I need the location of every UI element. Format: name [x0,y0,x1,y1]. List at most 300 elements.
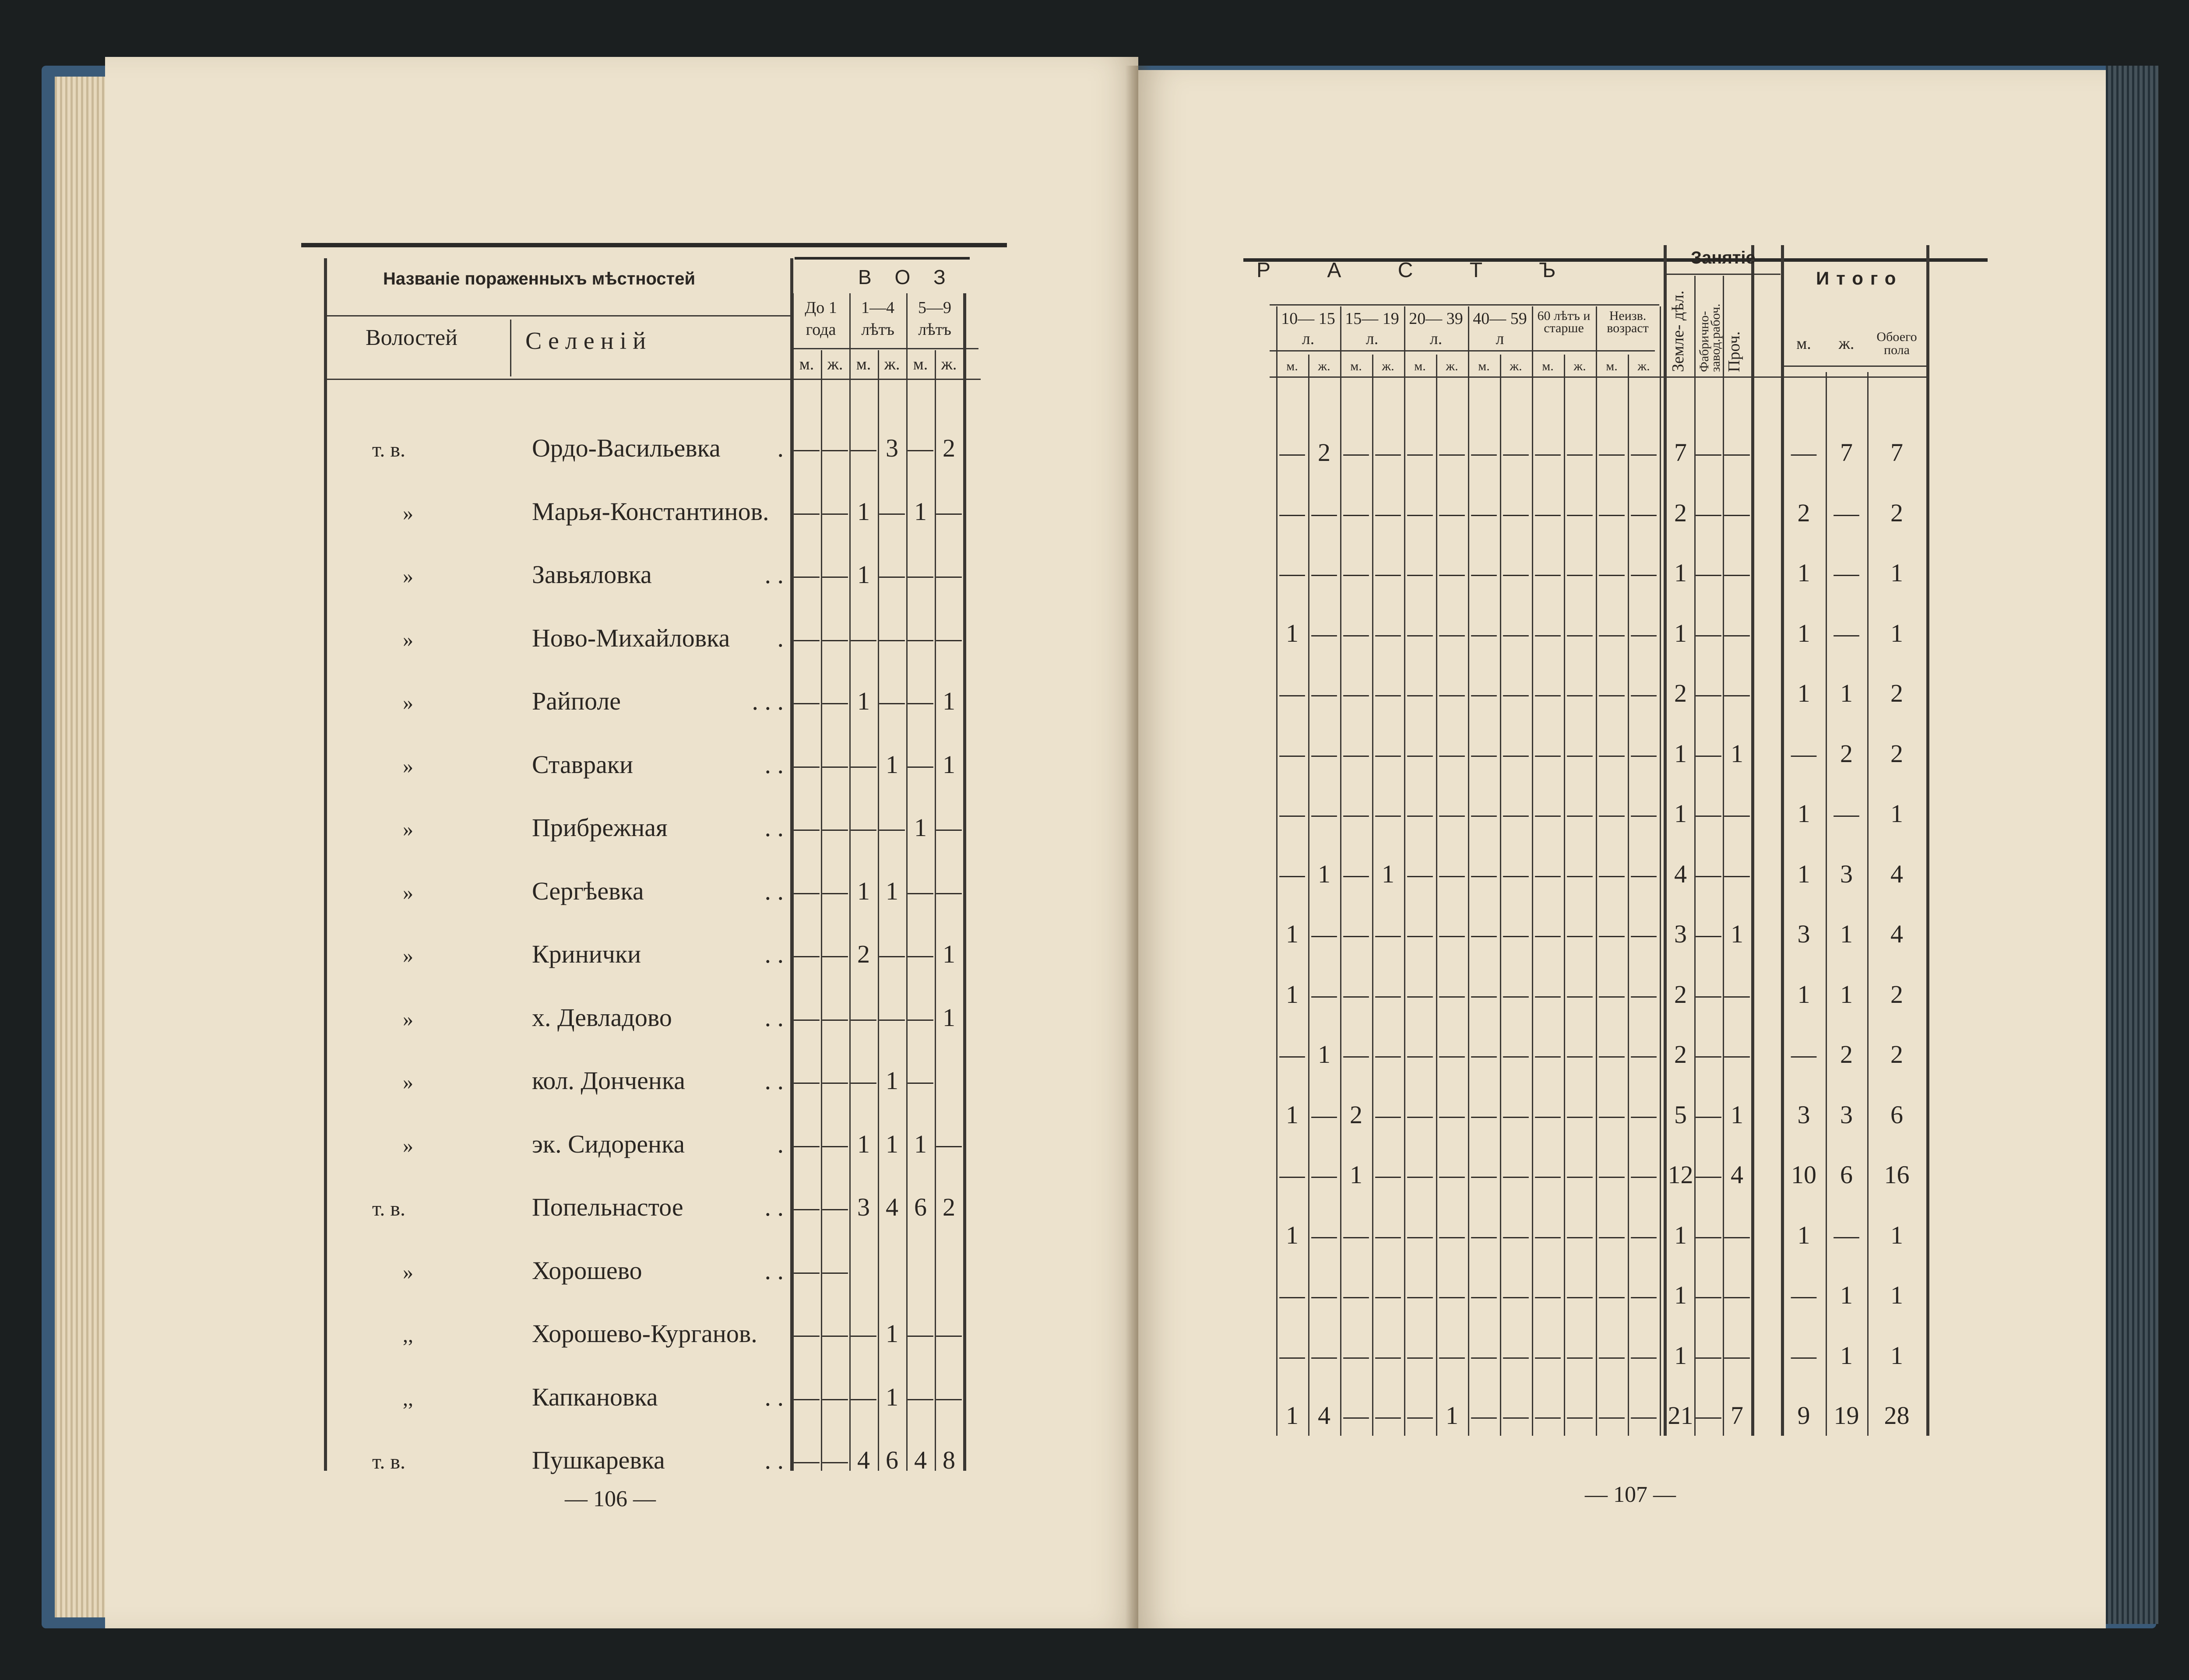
sex-label: ж. [941,355,957,373]
data-cell: — [1407,679,1433,707]
data-cell: — [1599,438,1625,467]
data-cell: — [1343,1401,1369,1430]
data-cell: — [879,1003,905,1032]
page-number: — 106 — [565,1487,656,1511]
data-cell: — [1503,859,1529,888]
total-cell: 1 [1840,980,1853,1009]
occupation-cell: 21 [1668,1401,1693,1430]
data-cell: — [1471,739,1497,768]
data-cell: — [1599,739,1625,768]
data-cell: — [879,560,905,589]
occupation-cell: 1 [1731,1100,1743,1129]
data-cell: 1 [943,940,955,968]
total-cell: 4 [1890,859,1903,888]
occupation-header: Земле- дѣл. [1669,290,1687,372]
frame-line-left [324,258,327,1471]
data-cell: — [1471,980,1497,1009]
leader-dots: . . [764,1003,784,1032]
total-cell: 6 [1890,1100,1903,1129]
data-cell: — [1631,739,1657,768]
volost-cell: » [403,565,413,588]
header-rule [1270,304,1659,306]
total-cell: 2 [1890,679,1903,707]
data-cell: 2 [943,1193,955,1221]
data-cell: — [822,1256,848,1285]
data-cell: — [1279,1160,1305,1189]
data-cell: — [1439,679,1465,707]
volost-cell: ,, [403,1387,413,1410]
data-cell: — [1311,559,1337,587]
data-cell: — [822,1193,848,1221]
data-cell: — [1439,920,1465,948]
data-cell: — [1503,739,1529,768]
total-cell: 2 [1890,498,1903,527]
total-header: Обоего пола [1876,330,1917,357]
data-cell: — [1535,1401,1561,1430]
total-cell: 1 [1797,559,1810,587]
data-cell: — [879,497,905,526]
data-cell: — [1503,619,1529,647]
data-cell: — [1311,1341,1337,1370]
leader-dots: . [777,623,784,652]
total-header: ж. [1838,334,1855,353]
data-cell: — [1375,920,1401,948]
data-cell: — [1311,679,1337,707]
total-cell: 16 [1884,1160,1910,1189]
data-cell: — [1279,739,1305,768]
leader-dots: . . [764,1066,784,1095]
header-bottom-rule [1270,376,1926,378]
sex-label: ж. [1382,359,1394,373]
occupation-cell: 3 [1674,920,1687,948]
data-cell: — [1439,739,1465,768]
data-cell: — [1407,799,1433,828]
total-cell: 1 [1840,1341,1853,1370]
data-cell: — [1279,498,1305,527]
occupation-cell: 1 [1674,559,1687,587]
data-cell: 1 [857,876,870,905]
volost-cell: т. в. [372,1450,406,1473]
data-cell: — [1503,1401,1529,1430]
occupation-cell: — [1696,1100,1721,1129]
age-column-header: 1—4 лѣтъ [861,299,894,339]
data-cell: 1 [1286,1220,1299,1249]
data-cell: — [908,750,933,779]
data-cell: 1 [943,750,955,779]
data-cell: — [1503,559,1529,587]
total-cell: 2 [1890,980,1903,1009]
data-cell: — [1439,1040,1465,1068]
header-divider [510,320,511,376]
data-cell: — [1279,559,1305,587]
village-name: Райполе [532,687,621,715]
leader-dots: . . . [752,687,784,715]
total-cell: 1 [1890,1341,1903,1370]
volost-cell: » [403,1260,413,1284]
data-cell: — [1407,1281,1433,1309]
data-cell: — [1599,498,1625,527]
data-cell: — [794,1193,820,1221]
sex-label: м. [856,355,871,373]
total-cell: 2 [1840,1040,1853,1068]
data-cell: — [1535,438,1561,467]
data-cell: — [1567,1220,1593,1249]
data-cell: 1 [914,813,927,842]
data-cell: — [1439,980,1465,1009]
data-cell: — [1407,619,1433,647]
data-cell: — [1311,1160,1337,1189]
data-cell: — [1631,859,1657,888]
data-cell: — [1375,559,1401,587]
sex-label: м. [1350,359,1362,373]
data-cell: — [1567,619,1593,647]
data-cell: — [1567,920,1593,948]
data-cell: — [794,497,820,526]
data-cell: 2 [943,434,955,462]
data-cell: 1 [886,1319,898,1348]
volost-cell: т. в. [372,1197,406,1220]
data-cell: — [794,940,820,968]
sex-label: ж. [1446,359,1458,373]
data-cell: — [1599,1281,1625,1309]
data-cell: 1 [914,497,927,526]
occupation-cell: — [1724,1220,1750,1249]
leader-dots: . . [764,813,784,842]
sex-label: ж. [1510,359,1522,373]
data-cell: — [1631,980,1657,1009]
occupation-header: Проч. [1725,331,1743,372]
total-cell: — [1834,799,1859,828]
data-cell: 1 [1318,1040,1330,1068]
data-cell: — [1375,438,1401,467]
leader-dots: . . [764,1193,784,1221]
data-cell: — [1375,498,1401,527]
data-cell: — [1279,438,1305,467]
total-cell: 1 [1840,679,1853,707]
data-cell: — [794,434,820,462]
sex-label: ж. [1637,359,1650,373]
column-line [1867,372,1869,1436]
data-cell: — [936,1382,962,1411]
data-cell: 4 [1318,1401,1330,1430]
total-cell: 1 [1797,1220,1810,1249]
total-cell: 1 [1890,799,1903,828]
data-cell: — [1631,679,1657,707]
data-cell: 6 [886,1446,898,1474]
occupation-cell: — [1724,1281,1750,1309]
data-cell: — [1567,559,1593,587]
header-total: Итого [1816,268,1903,288]
data-cell: — [1599,619,1625,647]
data-cell: — [822,750,848,779]
data-cell: — [1503,799,1529,828]
data-cell: 2 [1318,438,1330,467]
occupation-cell: 1 [1674,739,1687,768]
data-cell: — [1407,1401,1433,1430]
occupation-cell: — [1696,739,1721,768]
occupation-cell: 2 [1674,980,1687,1009]
total-cell: 6 [1840,1160,1853,1189]
data-cell: — [1439,1281,1465,1309]
data-cell: — [1503,1220,1529,1249]
data-cell: 1 [943,687,955,715]
data-cell: — [1375,1100,1401,1129]
data-cell: — [1311,980,1337,1009]
occupation-cell: 1 [1674,799,1687,828]
data-cell: — [1279,859,1305,888]
data-cell: 1 [857,687,870,715]
data-cell: — [1471,1160,1497,1189]
data-cell: — [1567,1040,1593,1068]
village-name: Марья-Константинов. [532,497,769,526]
data-cell: — [936,1129,962,1158]
sex-label: ж. [827,355,843,373]
data-cell: — [1471,438,1497,467]
data-cell: — [794,1446,820,1474]
data-cell: 3 [886,434,898,462]
data-cell: — [822,687,848,715]
data-cell: — [1311,1220,1337,1249]
sex-label: м. [913,355,928,373]
occupation-cell: — [1696,1341,1721,1370]
total-cell: — [1791,1040,1816,1068]
occupation-cell: 4 [1731,1160,1743,1189]
sex-label: м. [1606,359,1618,373]
data-cell: — [1439,859,1465,888]
data-cell: — [822,434,848,462]
data-cell: — [1631,1100,1657,1129]
sex-label: м. [799,355,814,373]
total-header: м. [1796,334,1811,353]
data-cell: — [1631,1281,1657,1309]
total-cell: 19 [1834,1401,1859,1430]
data-cell: — [1631,1401,1657,1430]
data-cell: — [1439,559,1465,587]
data-cell: — [1471,559,1497,587]
data-cell: — [1599,1160,1625,1189]
occupation-cell: — [1696,619,1721,647]
occupation-cell: — [1696,1160,1721,1189]
data-cell: — [1503,1341,1529,1370]
data-cell: — [908,876,933,905]
data-cell: — [936,560,962,589]
occupation-cell: — [1696,438,1721,467]
data-cell: — [1375,1040,1401,1068]
data-cell: — [1599,920,1625,948]
data-cell: — [822,940,848,968]
data-cell: — [1343,498,1369,527]
total-cell: 2 [1840,739,1853,768]
data-cell: — [1407,980,1433,1009]
total-cell: 2 [1890,1040,1903,1068]
data-cell: 1 [943,1003,955,1032]
village-name: Хорошево [532,1256,642,1285]
right-page-edges [2106,66,2158,1624]
data-cell: — [1311,739,1337,768]
occupation-cell: — [1724,859,1750,888]
age-column-header: Неизв. возраст [1607,309,1649,335]
occupation-cell: — [1724,980,1750,1009]
occupation-cell: 2 [1674,1040,1687,1068]
data-cell: — [1567,1160,1593,1189]
data-cell: — [1375,1341,1401,1370]
data-cell: — [1439,1341,1465,1370]
data-cell: — [1567,799,1593,828]
data-cell: — [822,497,848,526]
data-cell: — [1471,1040,1497,1068]
header-volost: Волостей [366,325,458,350]
leader-dots: . . [764,560,784,589]
data-cell: — [1407,438,1433,467]
data-cell: — [1439,619,1465,647]
data-cell: — [1471,679,1497,707]
data-cell: — [1599,859,1625,888]
occupation-cell: 1 [1731,920,1743,948]
data-cell: — [1567,1341,1593,1370]
leader-dots: . . [764,1382,784,1411]
sex-label: м. [1414,359,1426,373]
data-cell: 8 [943,1446,955,1474]
data-cell: — [794,1256,820,1285]
data-cell: — [879,940,905,968]
data-cell: 1 [857,497,870,526]
data-cell: 1 [886,876,898,905]
data-cell: 1 [914,1129,927,1158]
leader-dots: . . [764,1256,784,1285]
total-cell: — [1834,498,1859,527]
header-age-cont: Р А С Т Ъ [1256,259,1581,282]
data-cell: — [794,1319,820,1348]
occupation-cell: 1 [1674,619,1687,647]
age-column-header: 15— 19 л. [1345,309,1399,348]
data-cell: 3 [857,1193,870,1221]
occupation-cell: — [1724,438,1750,467]
data-cell: — [1599,559,1625,587]
data-cell: — [1407,920,1433,948]
age-column-header: 40— 59 л [1473,309,1527,348]
data-cell: — [851,1319,876,1348]
data-cell: — [1503,920,1529,948]
village-name: Пушкаревка [532,1446,665,1474]
data-cell: — [1503,1160,1529,1189]
data-cell: — [1631,559,1657,587]
occupation-cell: — [1696,799,1721,828]
data-cell: — [1599,679,1625,707]
data-cell: — [1439,1160,1465,1189]
data-cell: 1 [1350,1160,1362,1189]
occupation-cell: — [1696,1220,1721,1249]
occupation-cell: 2 [1674,498,1687,527]
data-cell: — [1279,1040,1305,1068]
data-cell: — [1599,1100,1625,1129]
total-cell: — [1791,739,1816,768]
village-name: Попельнастое [532,1193,683,1221]
data-cell: — [1599,1040,1625,1068]
data-cell: — [1343,679,1369,707]
data-cell: — [794,687,820,715]
total-cell: — [1834,1220,1859,1249]
occupation-cell: — [1696,679,1721,707]
data-cell: — [794,813,820,842]
column-line [963,293,966,1471]
age-column-header: 60 лѣтъ и старше [1537,309,1591,335]
occupation-cell: 7 [1674,438,1687,467]
occupation-cell: 1 [1674,1281,1687,1309]
total-cell: 28 [1884,1401,1910,1430]
village-name: Капкановка [532,1382,658,1411]
data-cell: — [1375,799,1401,828]
volost-cell: » [403,1134,413,1157]
occupation-cell: 12 [1668,1160,1693,1189]
occupation-cell: — [1696,859,1721,888]
data-cell: — [822,1003,848,1032]
header-rule [324,315,790,316]
data-cell: 2 [857,940,870,968]
leader-dots: . . [764,876,784,905]
data-cell: — [1343,1281,1369,1309]
occupation-cell: 5 [1674,1100,1687,1129]
data-cell: — [908,560,933,589]
total-cell: 1 [1797,980,1810,1009]
total-cell: 1 [1797,859,1810,888]
data-cell: 1 [1286,1100,1299,1129]
occupation-cell: — [1724,1040,1750,1068]
volost-cell: » [403,754,413,778]
header-locations: Названіе пораженныхъ мѣстностей [383,269,696,288]
data-cell: — [1567,498,1593,527]
data-cell: — [1343,799,1369,828]
village-name: Ново-Михайловка [532,623,730,652]
total-cell: 7 [1840,438,1853,467]
data-cell: — [1535,739,1561,768]
sex-label: ж. [1318,359,1330,373]
data-cell: — [1567,438,1593,467]
data-cell: — [1631,619,1657,647]
data-cell: — [1631,498,1657,527]
data-cell: — [1311,1100,1337,1129]
data-cell: — [1503,1100,1529,1129]
data-cell: — [1407,1220,1433,1249]
data-cell: — [1375,1281,1401,1309]
total-cell: — [1791,438,1816,467]
header-selo: Селеній [525,327,652,355]
header-bottom-rule [324,379,981,380]
data-cell: — [1535,920,1561,948]
total-cell: 1 [1797,799,1810,828]
age-column-header: 20— 39 л. [1409,309,1463,348]
occupation-header: Фабрично- завод.рабоч. [1697,303,1723,372]
occupation-cell: — [1696,1281,1721,1309]
total-cell: 9 [1797,1401,1810,1430]
data-cell: — [1343,438,1369,467]
data-cell: — [1375,1401,1401,1430]
data-cell: 4 [857,1446,870,1474]
data-cell: — [1343,1040,1369,1068]
leader-dots: . . [764,1446,784,1474]
total-cell: 1 [1890,559,1903,587]
sex-label: ж. [884,355,900,373]
leader-dots: . [777,434,784,462]
sex-label: м. [1286,359,1298,373]
total-cell: 4 [1890,920,1903,948]
data-cell: — [1471,859,1497,888]
data-cell: — [851,1003,876,1032]
data-cell: — [822,876,848,905]
data-cell: — [1567,1100,1593,1129]
age-column-header: До 1 года [805,299,837,339]
data-cell: — [794,1066,820,1095]
data-cell: — [794,750,820,779]
